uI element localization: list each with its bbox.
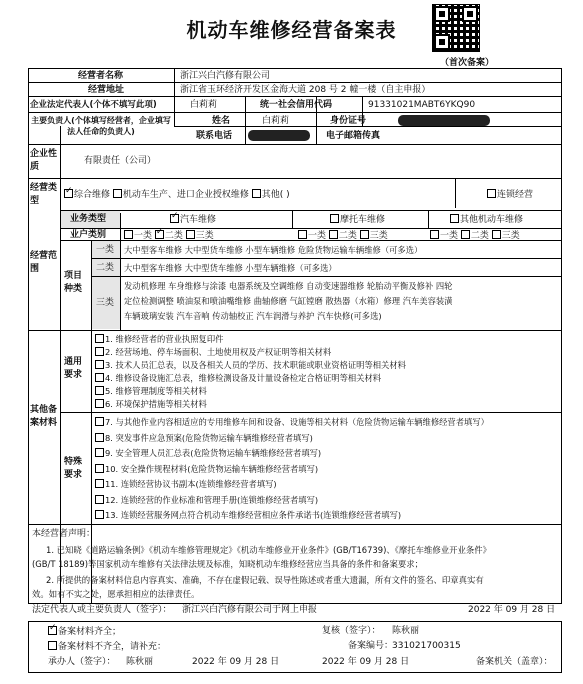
- items-label: 项目种类: [64, 271, 83, 294]
- sign-date: 2022 年 09 月 28 日: [468, 605, 556, 615]
- special-req-checkbox[interactable]: [95, 464, 104, 473]
- checkbox-moto-class1[interactable]: [298, 230, 307, 239]
- category-moto[interactable]: 一类 二类 三类: [298, 230, 388, 241]
- business-type-label: 业务类型: [70, 214, 107, 224]
- address-label: 经营地址: [88, 85, 125, 95]
- class1-text[interactable]: 大中型客车维修 大中型货车维修 小型车辆维修 危险货物运输车辆维修（可多选）: [124, 245, 423, 255]
- class3-label: 三类: [96, 298, 115, 308]
- declaration-p2b: 效。如有不实之处，愿承担相应的法律责任。: [32, 589, 200, 599]
- sign-value: 浙江兴白汽修有限公司于网上申报: [182, 605, 318, 615]
- special-req-checkbox[interactable]: [95, 448, 104, 457]
- special-req-item-text: 10. 安全操作规程材料(危险货物运输车辆维修经营者填写): [105, 463, 319, 474]
- special-req-item[interactable]: [95, 479, 277, 489]
- declaration-p1b: (GB/T 18189)等国家机动车维修有关法律法规及标准，知晓机动车维修经营应当具备的条件和备案要求；: [32, 559, 424, 569]
- complete-option[interactable]: ✓备案材料齐全；: [48, 626, 121, 637]
- general-req-item[interactable]: [95, 360, 406, 370]
- special-req-item[interactable]: [95, 510, 401, 520]
- checkbox-other-class2[interactable]: [461, 230, 470, 239]
- handler-value: 陈秋丽: [126, 657, 154, 667]
- special-req-item-text: 7. 与其他作业内容相适应的专用维修车间和设备、设施等相关材料（危险货物运输车辆维修经营者填写）: [105, 417, 489, 427]
- principal-name-value: 白莉莉: [262, 116, 290, 126]
- credit-code-value: 91331021MABT6YKQ90: [368, 100, 476, 110]
- address-value: 浙江省玉环经济开发区金海大道 208 号 2 幢一楼（自主申报）: [180, 85, 431, 95]
- checkbox-car-class2[interactable]: [155, 230, 164, 239]
- checkbox-other-repair[interactable]: [450, 214, 459, 223]
- chain-option[interactable]: 连锁经营: [487, 189, 533, 200]
- special-req-item-text: 8. 突发事件应急预案(危险货物运输车辆维修经营者填写): [105, 432, 313, 443]
- special-req-item-text: 13. 连锁经营服务网点符合机动车维修经营相应条件承诺书(连锁维修经营者填写): [105, 510, 402, 520]
- special-req-item-text: 12. 连锁经营的作业标准和管理手册(连锁维修经营者填写): [105, 494, 319, 505]
- special-req-checkbox[interactable]: [95, 417, 104, 426]
- org-label: 备案机关（盖章）：: [476, 657, 553, 667]
- declaration-p2a: 2. 所提供的备案材料信息内容真实、准确，不存在虚假记载、误导性陈述或者重大遗漏，所有文件的签名、印章真实有: [46, 575, 484, 585]
- materials-label: 其他备案材料: [30, 405, 58, 428]
- checkbox-authorized[interactable]: [113, 189, 122, 198]
- legal-rep-label: 企业法定代表人(个体不填写此项): [30, 100, 157, 110]
- general-req-checkbox[interactable]: [95, 360, 104, 369]
- checkbox-complete[interactable]: [48, 626, 57, 635]
- category-other[interactable]: 一类 二类 三类: [430, 230, 520, 241]
- general-req-item[interactable]: [95, 399, 207, 409]
- checkbox-other-class3[interactable]: [492, 230, 501, 239]
- general-req-item-text: 2. 经营场地、停车场面积、土地使用权及产权证明等相关材料: [105, 347, 332, 357]
- general-req-item-text: 1. 维修经营者的营业执照复印件: [105, 334, 224, 344]
- credit-code-label: 统一社会信用代码: [260, 100, 333, 110]
- nature-label: 企业性质: [30, 149, 58, 172]
- id-number-label: 身份证号: [330, 116, 367, 126]
- class3-line1[interactable]: 发动机修理 车身维修与涂漆 电器系统及空调维修 自动变速器维修 轮胎动平衡及修补 四轮: [124, 281, 453, 291]
- form-subtitle: （首次备案）: [440, 58, 495, 68]
- category-car[interactable]: 一类 ✓ 二类 三类: [124, 230, 214, 241]
- special-req-item[interactable]: [95, 433, 313, 443]
- class3-line3[interactable]: 车辆玻璃安装 汽车音响 传动轴校正 汽车润滑与养护 汽车快修(可多选): [124, 311, 382, 321]
- legal-rep-value: 白莉莉: [190, 100, 218, 110]
- email-label: 电子邮箱传真: [326, 131, 381, 141]
- checkbox-moto-repair[interactable]: [330, 214, 339, 223]
- operator-name-label: 经营者名称: [78, 71, 124, 81]
- special-req-checkbox[interactable]: [95, 495, 104, 504]
- special-req-item[interactable]: [95, 464, 318, 474]
- special-req-item-text: 11. 连锁经营协议书副本(连锁维修经营者填写): [105, 479, 277, 489]
- form-title: 机动车维修经营备案表: [186, 18, 397, 42]
- general-req-item-text: 3. 技术人员汇总表，以及各相关人员的学历、技术职能或职业资格证明等相关材料: [105, 360, 406, 370]
- general-req-item[interactable]: [95, 334, 223, 344]
- qr-code-icon: [432, 4, 480, 52]
- general-req-label: 通用要求: [64, 357, 83, 380]
- checkbox-car-class1[interactable]: [124, 230, 133, 239]
- org-date: 2022 年 09 月 28 日: [322, 657, 410, 667]
- incomplete-option[interactable]: 备案材料不齐全，请补充：: [48, 641, 166, 652]
- declaration-p1a: 1. 已知晓《道路运输条例》《机动车维修管理规定》《机动车维修业开业条件》(GB/T16739)、《摩托车维修业开业条件》: [46, 545, 492, 555]
- general-req-item-text: 5. 维修管理制度等相关材料: [105, 386, 207, 396]
- special-req-item[interactable]: [95, 417, 489, 427]
- class1-label: 一类: [96, 245, 115, 255]
- checkbox-other[interactable]: [252, 189, 261, 198]
- special-req-checkbox[interactable]: [95, 433, 104, 442]
- checkbox-car-class3[interactable]: [186, 230, 195, 239]
- general-req-checkbox[interactable]: [95, 399, 104, 408]
- record-no-label: 备案编号：: [348, 641, 394, 651]
- phone-label: 联系电话: [196, 131, 233, 141]
- reviewer-value: 陈秋丽: [392, 626, 420, 636]
- special-req-item[interactable]: [95, 448, 321, 458]
- business-type-moto[interactable]: 摩托车维修: [330, 214, 385, 225]
- general-req-checkbox[interactable]: [95, 334, 104, 343]
- declaration-header: 本经营者声明：: [32, 529, 96, 539]
- special-req-checkbox[interactable]: [95, 479, 104, 488]
- scope-label: 经营范围: [30, 251, 58, 274]
- reviewer-label: 复核（签字）：: [322, 626, 381, 636]
- operator-name-value: 浙江兴白汽修有限公司: [180, 71, 271, 81]
- principal-name-label: 姓名: [212, 116, 231, 126]
- principal-label: 主要负责人(个体填写经营者，企业填写法人任命的负责人): [31, 116, 171, 136]
- general-req-item-text: 4. 维修设备设施汇总表，维修检测设备及计量设备检定合格证明等相关材料: [105, 373, 382, 383]
- id-number-redacted: [398, 115, 490, 126]
- special-req-label: 特殊要求: [64, 457, 83, 480]
- general-req-item[interactable]: [95, 347, 331, 357]
- special-req-checkbox[interactable]: [95, 510, 104, 519]
- general-req-item[interactable]: [95, 373, 381, 383]
- record-no-value: 331021700315: [392, 641, 461, 651]
- general-req-checkbox[interactable]: [95, 386, 104, 395]
- class2-label: 二类: [96, 263, 115, 273]
- general-req-item[interactable]: [95, 386, 207, 396]
- checkbox-chain[interactable]: [487, 189, 496, 198]
- phone-redacted: [248, 130, 310, 141]
- general-req-checkbox[interactable]: [95, 347, 104, 356]
- class2-text[interactable]: 大中型客车维修 大中型货车维修 小型车辆维修（可多选）: [124, 263, 337, 273]
- checkbox-moto-class3[interactable]: [360, 230, 369, 239]
- special-req-item[interactable]: [95, 495, 318, 505]
- checkbox-comprehensive[interactable]: [64, 189, 73, 198]
- general-req-checkbox[interactable]: [95, 373, 104, 382]
- business-type-other[interactable]: 其他机动车维修: [450, 214, 523, 225]
- special-req-item-text: 9. 安全管理人员汇总表(危险货物运输车辆维修经营者填写): [105, 448, 322, 458]
- checkbox-incomplete[interactable]: [48, 641, 57, 650]
- business-type-car[interactable]: ✓ 汽车维修: [170, 214, 216, 225]
- op-type-label: 经营类型: [30, 183, 58, 206]
- handler-date: 2022 年 09 月 28 日: [192, 657, 280, 667]
- checkbox-other-class1[interactable]: [430, 230, 439, 239]
- nature-value: 有限责任（公司）: [84, 156, 157, 166]
- sign-label: 法定代表人或主要负责人（签字）：: [32, 605, 172, 615]
- op-type-options[interactable]: ✓综合维修 机动车生产、进口企业授权维修 其他( ): [64, 189, 290, 200]
- handler-label: 承办人（签字）：: [48, 657, 116, 667]
- class3-line2[interactable]: 定位检测调整 喷油泵和喷油嘴维修 曲轴修磨 气缸镗磨 散热器（水箱）修理 汽车美容装潢: [124, 296, 453, 306]
- checkbox-car-repair[interactable]: [170, 214, 179, 223]
- general-req-item-text: 6. 环境保护措施等相关材料: [105, 399, 207, 409]
- checkbox-moto-class2[interactable]: [329, 230, 338, 239]
- category-label: 业户类别: [70, 230, 107, 240]
